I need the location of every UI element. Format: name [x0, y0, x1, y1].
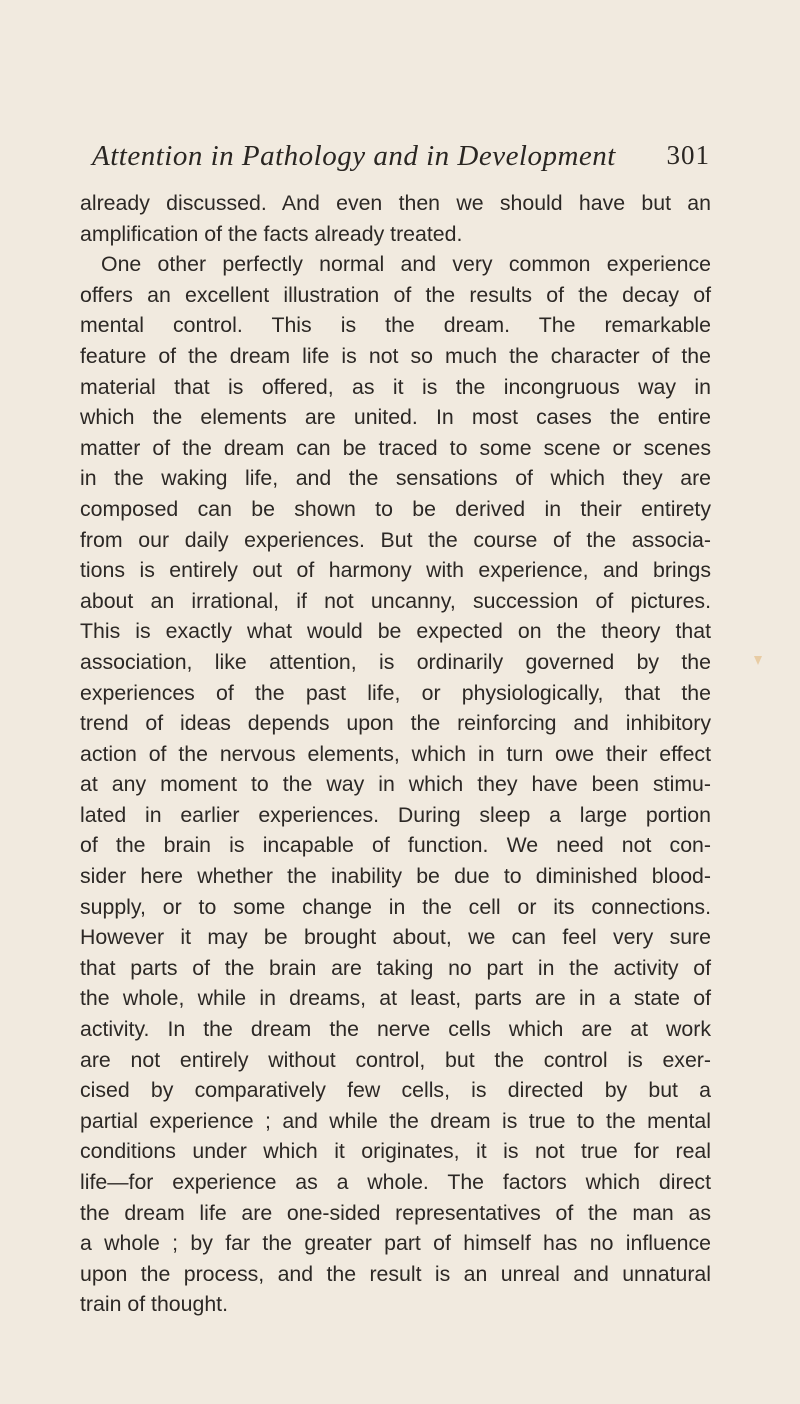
text-line: composed can be shown to be derived in their entirety	[80, 496, 711, 521]
text-line: already discussed. And even then we should have but an	[80, 191, 711, 215]
text-line: from our daily experiences. But the course of the associa-	[80, 527, 711, 552]
paragraph-start-line: One other perfectly normal and very common experience	[101, 252, 711, 277]
text-line: action of the nervous elements, which in turn owe their effect	[80, 741, 711, 766]
text-line: offers an excellent illustration of the results of the decay of	[80, 282, 711, 307]
text-line: association, like attention, is ordinarily governed by the	[80, 649, 711, 674]
text-line: train of thought.	[80, 1292, 228, 1317]
text-line: matter of the dream can be traced to some scene or scenes	[80, 435, 711, 460]
text-line: that parts of the brain are taking no part in the activity of	[80, 955, 711, 980]
text-line: about an irrational, if not uncanny, succession of pictures.	[80, 588, 711, 613]
text-line: which the elements are united. In most cases the entire	[80, 405, 711, 430]
text-line: conditions under which it originates, it is not true for real	[80, 1139, 711, 1164]
text-line: a whole ; by far the greater part of himself has no influence	[80, 1231, 711, 1256]
text-line: the dream life are one-sided representatives of the man as	[80, 1200, 711, 1225]
text-line: amplification of the facts already treated.	[80, 221, 463, 246]
text-line: feature of the dream life is not so much the character of the	[80, 343, 711, 368]
text-line: sider here whether the inability be due to diminished blood-	[80, 864, 711, 889]
text-line: in the waking life, and the sensations of which they are	[80, 466, 711, 491]
text-line: of the brain is incapable of function. We need not con-	[80, 833, 711, 858]
text-line: experiences of the past life, or physiologically, that the	[80, 680, 711, 705]
page-number: 301	[666, 140, 710, 170]
text-line: activity. In the dream the nerve cells which are at work	[80, 1017, 711, 1042]
text-line: This is exactly what would be expected on the theory that	[80, 619, 711, 644]
text-line: upon the process, and the result is an unreal and unnatural	[80, 1261, 711, 1286]
text-line: the whole, while in dreams, at least, parts are in a state of	[80, 986, 711, 1011]
text-line: mental control. This is the dream. The remarkable	[80, 313, 711, 338]
text-line: trend of ideas depends upon the reinforcing and inhibitory	[80, 711, 711, 736]
text-line: lated in earlier experiences. During sleep a large portion	[80, 802, 711, 827]
text-line: cised by comparatively few cells, is directed by but a	[80, 1078, 711, 1103]
text-line: at any moment to the way in which they have been stimu-	[80, 772, 711, 797]
body-text	[80, 188, 711, 1320]
text-line: life—for experience as a whole. The factors which direct	[80, 1170, 711, 1194]
text-line: However it may be brought about, we can feel very sure	[80, 925, 711, 950]
text-line: material that is offered, as it is the incongruous way in	[80, 374, 711, 399]
text-line: tions is entirely out of harmony with experience, and brings	[80, 558, 711, 583]
text-line: partial experience ; and while the dream is true to the mental	[80, 1108, 711, 1133]
text-line: are not entirely without control, but the control is exer-	[80, 1047, 711, 1072]
running-title: Attention in Pathology and in Development	[92, 140, 616, 172]
margin-mark	[754, 656, 762, 665]
text-line: supply, or to some change in the cell or its connections.	[80, 894, 711, 919]
running-head	[92, 140, 710, 180]
